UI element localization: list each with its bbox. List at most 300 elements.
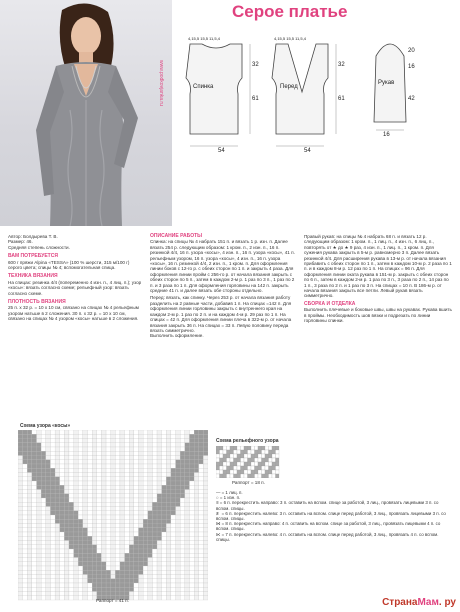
kosy-cell [111,545,116,549]
kosy-cell [138,498,143,502]
kosy-cell [189,519,194,523]
kosy-cell [148,562,153,566]
legend-item: ≡ = 6 п. перекрестить направо: 3 п. оставить на вспом. спице за работой, 3 лиц., провязать лицевыми 3 п. со вспом. спицы. [216,500,439,511]
kosy-cell [171,583,176,587]
legend-item: ○ = 1 изн. п. [216,495,241,501]
kosy-cell [125,434,130,438]
kosy-cell [176,490,181,494]
kosy-cell [143,511,148,515]
kosy-cell [18,553,23,557]
middle-column [150,234,298,339]
kosy-cell [78,579,83,583]
kosy-cell [88,507,93,511]
kosy-cell [148,507,153,511]
kosy-cell [194,558,199,562]
kosy-cell [185,583,190,587]
kosy-cell [166,456,171,460]
kosy-cell [115,447,120,451]
kosy-cell [162,579,167,583]
kosy-cell [97,592,102,596]
kosy-cell [152,473,157,477]
model-illustration [0,0,172,226]
kosy-cell [185,519,190,523]
kosy-cell [46,592,51,596]
kosy-cell [129,553,134,557]
kosy-cell [74,468,79,472]
kosy-cell [171,481,176,485]
kosy-cell [64,570,69,574]
kosy-cell [157,502,162,506]
kosy-cell [23,528,28,532]
kosy-cell [176,456,181,460]
kosy-cell [32,498,37,502]
relief-cell [255,462,259,466]
kosy-cell [148,511,153,515]
kosy-cell [88,477,93,481]
kosy-cell [111,477,116,481]
kosy-cell [50,498,55,502]
kosy-cell [74,532,79,536]
kosy-cell [64,460,69,464]
kosy-cell [180,545,185,549]
kosy-cell [23,481,28,485]
kosy-cell [199,511,204,515]
relief-cell [234,446,238,450]
kosy-cell [78,583,83,587]
kosy-cell [134,485,139,489]
kosy-cell [138,562,143,566]
kosy-cell [106,541,111,545]
kosy-cell [32,553,37,557]
kosy-cell [78,570,83,574]
kosy-cell [152,439,157,443]
kosy-cell [74,583,79,587]
kosy-cell [185,460,190,464]
relief-cell [230,466,234,470]
kosy-cell [148,575,153,579]
front-label: Перед [280,84,298,90]
kosy-cell [115,532,120,536]
kosy-cell [138,447,143,451]
relief-cell [265,454,269,458]
kosy-cell [92,490,97,494]
relief-cell [265,458,269,462]
legend-item: ≢ = 6 п. перекрестить налево: 3 п. оставить на вспом. спице перед работой, 3 лиц., провязать лицевыми 3 п. со вспом. спицы. [216,510,446,522]
kosy-cell [138,532,143,536]
back-top-measure: 4,15,5 15,5 11,5,4 [188,36,220,41]
kosy-cell [134,498,139,502]
right-column [304,234,452,324]
kosy-cell [60,434,65,438]
front-armhole-measure: 32 [338,62,345,68]
kosy-cell [88,498,93,502]
kosy-cell [176,579,181,583]
kosy-cell [203,592,208,596]
kosy-cell [88,583,93,587]
kosy-cell [78,485,83,489]
kosy-cell [115,558,120,562]
kosy-cell [88,592,93,596]
kosy-cell [78,566,83,570]
kosy-cell [120,460,125,464]
kosy-cell [171,439,176,443]
kosy-cell [157,519,162,523]
kosy-cell [157,579,162,583]
kosy-cell [101,519,106,523]
kosy-cell [64,456,69,460]
kosy-cell [50,532,55,536]
kosy-cell [194,460,199,464]
kosy-cell [166,481,171,485]
kosy-cell [194,566,199,570]
kosy-cell [41,524,46,528]
kosy-cell [23,443,28,447]
kosy-cell [157,515,162,519]
kosy-cell [60,553,65,557]
kosy-cell [88,456,93,460]
kosy-cell [83,498,88,502]
kosy-cell [46,443,51,447]
kosy-cell [166,485,171,489]
kosy-cell [101,468,106,472]
relief-cell [230,462,234,466]
kosy-cell [180,477,185,481]
kosy-cell [180,592,185,596]
kosy-cell [92,570,97,574]
kosy-cell [162,447,167,451]
kosy-cell [166,566,171,570]
kosy-cell [189,558,194,562]
kosy-cell [92,468,97,472]
kosy-cell [162,460,167,464]
relief-cell [251,470,255,474]
kosy-cell [74,477,79,481]
kosy-cell [111,528,116,532]
kosy-cell [27,511,32,515]
kosy-cell [18,566,23,570]
relief-cell [272,446,276,450]
relief-cell [269,450,273,454]
kosy-cell [171,587,176,591]
kosy-cell [60,490,65,494]
kosy-cell [129,498,134,502]
kosy-cell [37,473,42,477]
kosy-cell [176,583,181,587]
kosy-cell [194,596,199,600]
kosy-cell [166,477,171,481]
kosy-cell [23,490,28,494]
relief-cell [248,446,252,450]
kosy-cell [97,575,102,579]
kosy-cell [162,468,167,472]
kosy-cell [166,507,171,511]
kosy-cell [152,558,157,562]
kosy-cell [69,575,74,579]
relief-cell [237,474,241,478]
kosy-cell [171,566,176,570]
kosy-cell [60,536,65,540]
relief-cell [237,454,241,458]
kosy-cell [106,536,111,540]
kosy-cell [185,439,190,443]
kosy-cell [180,485,185,489]
model-photo [0,0,172,226]
relief-cell [244,446,248,450]
kosy-cell [199,515,204,519]
kosy-cell [97,485,102,489]
kosy-cell [50,587,55,591]
kosy-cell [180,562,185,566]
kosy-cell [125,451,130,455]
relief-cell [234,474,238,478]
kosy-cell [46,596,51,600]
kosy-cell [176,566,181,570]
kosy-cell [60,443,65,447]
kosy-cell [176,468,181,472]
kosy-cell [37,464,42,468]
kosy-cell [157,477,162,481]
kosy-cell [148,545,153,549]
kosy-cell [115,468,120,472]
kosy-cell [74,536,79,540]
kosy-cell [64,447,69,451]
kosy-cell [106,498,111,502]
kosy-cell [189,490,194,494]
kosy-cell [115,549,120,553]
kosy-cell [199,460,204,464]
kosy-cell [157,439,162,443]
relief-cell [230,454,234,458]
kosy-cell [180,468,185,472]
kosy-cell [88,549,93,553]
kosy-cell [199,502,204,506]
kosy-cell [152,434,157,438]
kosy-cell [64,439,69,443]
kosy-cell [78,502,83,506]
kosy-cell [162,498,167,502]
kosy-cell [106,549,111,553]
kosy-cell [46,468,51,472]
kosy-cell [46,545,51,549]
kosy-cell [152,541,157,545]
kosy-cell [176,596,181,600]
kosy-cell [185,485,190,489]
kosy-cell [23,549,28,553]
kosy-cell [18,443,23,447]
kosy-cell [115,481,120,485]
kosy-cell [27,498,32,502]
kosy-cell [41,485,46,489]
kosy-cell [189,460,194,464]
kosy-cell [203,494,208,498]
kosy-cell [37,477,42,481]
kosy-cell [134,566,139,570]
kosy-cell [171,477,176,481]
kosy-cell [166,473,171,477]
kosy-cell [27,477,32,481]
kosy-cell [23,511,28,515]
kosy-cell [32,562,37,566]
kosy-cell [203,451,208,455]
kosy-cell [138,443,143,447]
kosy-cell [106,434,111,438]
kosy-cell [171,519,176,523]
kosy-cell [50,451,55,455]
kosy-cell [125,549,130,553]
kosy-cell [148,515,153,519]
kosy-cell [88,528,93,532]
kosy-cell [194,541,199,545]
kosy-cell [97,583,102,587]
kosy-cell [50,439,55,443]
kosy-cell [101,443,106,447]
kosy-cell [194,532,199,536]
kosy-cell [111,566,116,570]
kosy-cell [129,575,134,579]
kosy-cell [125,464,130,468]
relief-cell [255,450,259,454]
kosy-cell [166,443,171,447]
kosy-cell [97,536,102,540]
kosy-cell [18,541,23,545]
kosy-cell [50,456,55,460]
relief-rapport: Раппорт = 18 п. [232,480,265,485]
kosy-cell [55,570,60,574]
kosy-cell [23,570,28,574]
kosy-cell [203,485,208,489]
kosy-cell [157,524,162,528]
kosy-cell [194,477,199,481]
kosy-cell [92,541,97,545]
kosy-cell [83,587,88,591]
kosy-cell [148,570,153,574]
kosy-cell [37,541,42,545]
kosy-cell [60,498,65,502]
kosy-cell [203,447,208,451]
kosy-cell [180,507,185,511]
sleeve-mid-measure: 16 [408,64,415,70]
kosy-cell [46,511,51,515]
kosy-cell [74,494,79,498]
kosy-cell [162,502,167,506]
kosy-cell [32,570,37,574]
kosy-cell [92,592,97,596]
kosy-cell [194,562,199,566]
kosy-cell [69,596,74,600]
kosy-cell [69,583,74,587]
kosy-cell [60,507,65,511]
kosy-cell [148,541,153,545]
kosy-cell [166,434,171,438]
kosy-cell [171,524,176,528]
kosy-cell [138,502,143,506]
kosy-cell [18,575,23,579]
kosy-cell [50,583,55,587]
kosy-cell [97,587,102,591]
kosy-cell [125,439,130,443]
kosy-cell [129,494,134,498]
kosy-cell [166,592,171,596]
kosy-cell [106,558,111,562]
kosy-cell [185,473,190,477]
kosy-cell [18,490,23,494]
kosy-cell [134,558,139,562]
kosy-cell [166,545,171,549]
kosy-cell [171,434,176,438]
kosy-cell [83,570,88,574]
kosy-cell [41,549,46,553]
kosy-cell [125,570,130,574]
kosy-cell [60,541,65,545]
kosy-cell [138,451,143,455]
kosy-cell [125,587,130,591]
kosy-cell [27,596,32,600]
kosy-cell [148,477,153,481]
kosy-cell [162,477,167,481]
kosy-cell [194,587,199,591]
legend-item: — = 1 лиц. п. [216,490,243,495]
kosy-cell [50,558,55,562]
relief-cell [262,470,266,474]
kosy-cell [125,519,130,523]
kosy-cell [69,587,74,591]
kosy-cell [60,515,65,519]
kosy-cell [97,511,102,515]
kosy-cell [120,502,125,506]
kosy-cell [162,583,167,587]
kosy-cell [134,473,139,477]
kosy-cell [18,447,23,451]
kosy-cell [189,507,194,511]
kosy-cell [194,473,199,477]
kosy-cell [74,507,79,511]
kosy-cell [203,587,208,591]
kosy-cell [194,443,199,447]
relief-cell [248,450,252,454]
kosy-cell [18,519,23,523]
kosy-cell [32,511,37,515]
kosy-cell [111,451,116,455]
kosy-cell [78,456,83,460]
kosy-cell [138,456,143,460]
kosy-cell [120,507,125,511]
kosy-cell [92,494,97,498]
kosy-cell [189,524,194,528]
kosy-cell [74,481,79,485]
kosy-cell [148,473,153,477]
kosy-cell [111,430,116,434]
kosy-cell [32,536,37,540]
kosy-cell [69,434,74,438]
kosy-cell [37,439,42,443]
kosy-cell [115,456,120,460]
kosy-cell [55,549,60,553]
kosy-cell [18,473,23,477]
kosy-cell [23,485,28,489]
kosy-cell [23,579,28,583]
kosy-cell [27,464,32,468]
kosy-cell [18,528,23,532]
kosy-cell [55,443,60,447]
kosy-cell [64,464,69,468]
kosy-cell [129,558,134,562]
kosy-cell [27,494,32,498]
kosy-cell [69,592,74,596]
kosy-cell [101,494,106,498]
kosy-cell [143,532,148,536]
kosy-cell [92,528,97,532]
kosy-cell [23,498,28,502]
